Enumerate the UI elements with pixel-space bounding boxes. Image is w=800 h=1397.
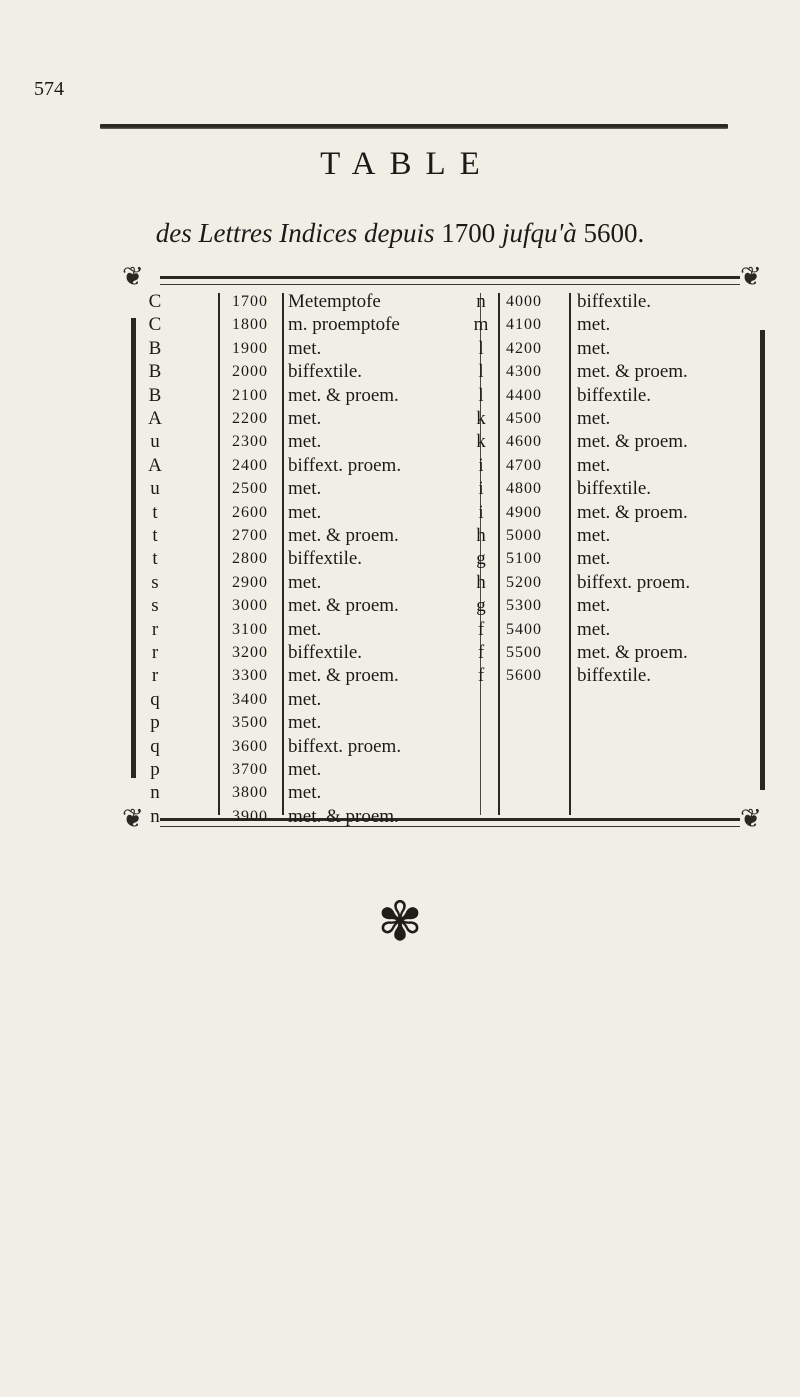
description-cell: met. (288, 501, 322, 523)
year-cell: 2700 (232, 527, 268, 544)
year-cell: 4200 (506, 339, 542, 357)
year-cell: 4100 (506, 316, 542, 334)
description-cell: met. & proem. (577, 501, 688, 523)
dominical-letter: A (148, 408, 162, 429)
year-cell: 4000 (506, 293, 542, 310)
description-cell: m. proemptofe (288, 314, 400, 336)
dominical-letter: A (148, 454, 162, 476)
description-cell: met. (288, 408, 322, 429)
dominical-letter: l (478, 384, 484, 406)
description-cell: met. (288, 618, 322, 640)
description-cell: met. (577, 408, 611, 429)
dominical-letter: h (476, 571, 486, 593)
dominical-letter: i (478, 454, 484, 476)
table-row (0, 711, 800, 735)
dominical-letter: C (148, 291, 162, 312)
dominical-letter: u (150, 478, 160, 500)
dominical-letter: h (476, 525, 486, 546)
table-row (0, 664, 800, 688)
dominical-letter: p (150, 712, 160, 734)
year-cell: 3400 (232, 690, 268, 708)
description-cell: met. & proem. (288, 665, 399, 687)
year-cell: 5600 (506, 667, 542, 685)
dominical-letter: i (478, 478, 484, 500)
table-row (0, 290, 800, 314)
description-cell: biffext. proem. (288, 454, 402, 476)
table-row (0, 477, 800, 501)
table-row (0, 384, 800, 408)
dominical-letter: r (151, 642, 159, 663)
description-cell: met. & proem. (288, 595, 399, 617)
year-cell: 4800 (506, 480, 542, 498)
year-cell: 5100 (506, 550, 542, 568)
table-row (0, 735, 800, 759)
table-row (0, 641, 800, 665)
year-cell: 3800 (232, 784, 268, 802)
description-cell: met. & proem. (577, 642, 688, 663)
frame-top-rule (160, 276, 740, 285)
year-cell: 5000 (506, 527, 542, 544)
description-cell: met. & proem. (288, 805, 399, 827)
year-cell: 5200 (506, 573, 542, 591)
dominical-letter: C (148, 314, 162, 336)
description-cell: met. & proem. (288, 384, 399, 406)
table-row (0, 430, 800, 454)
year-cell: 4500 (506, 410, 542, 427)
dominical-letter: t (152, 525, 158, 546)
description-cell: biffextile. (577, 291, 652, 312)
description-cell: met. (288, 337, 322, 359)
table-row (0, 594, 800, 618)
year-cell: 3900 (232, 807, 268, 825)
table-row (0, 547, 800, 571)
dominical-letter: t (152, 548, 158, 570)
description-cell: met. (577, 548, 611, 570)
year-cell: 4900 (506, 503, 542, 521)
year-cell: 2800 (232, 550, 268, 568)
year-cell: 4400 (506, 386, 542, 404)
dominical-letter: q (150, 688, 160, 710)
year-cell: 5300 (506, 597, 542, 615)
subtitle-year-end: 5600. (583, 218, 645, 248)
dominical-letter: s (151, 571, 159, 593)
description-cell: met. (288, 759, 322, 780)
table-row (0, 618, 800, 642)
description-cell: biffext. proem. (577, 571, 691, 593)
dominical-letter: q (150, 735, 160, 757)
description-cell: biffextile. (288, 642, 363, 663)
year-cell: 4600 (506, 433, 542, 451)
dominical-letter: s (151, 595, 159, 617)
year-cell: 2600 (232, 503, 268, 521)
table-row (0, 524, 800, 548)
subtitle-year-start: 1700 (441, 218, 496, 248)
table-row (0, 407, 800, 431)
dominical-letter: p (150, 759, 160, 780)
fleuron-ornament-icon: ✾ (377, 890, 423, 953)
table-row (0, 781, 800, 805)
year-cell: 4700 (506, 456, 542, 474)
dominical-letter: l (478, 337, 484, 359)
corner-ornament-icon: ❦ (122, 804, 144, 834)
table-row (0, 313, 800, 337)
dominical-letter: n (150, 782, 160, 804)
description-cell: met. (288, 478, 322, 500)
year-cell: 5400 (506, 620, 542, 638)
table-row (0, 805, 800, 829)
dominical-letter: l (478, 361, 484, 383)
description-cell: met. (288, 431, 322, 453)
page-title: TABLE (320, 146, 494, 182)
description-cell: met. & proem. (577, 361, 688, 383)
year-cell: 2500 (232, 480, 268, 498)
table-row (0, 501, 800, 525)
dominical-letter: r (151, 665, 159, 687)
dominical-letter: f (477, 618, 485, 640)
description-cell: met. (577, 525, 611, 546)
year-cell: 3300 (232, 667, 268, 685)
dominical-letter: k (476, 408, 486, 429)
page-number: 574 (34, 78, 64, 100)
table-row (0, 758, 800, 782)
description-cell: met. (577, 314, 611, 336)
dominical-letter: n (476, 291, 486, 312)
table-row (0, 360, 800, 384)
description-cell: met. (288, 712, 322, 734)
year-cell: 2300 (232, 433, 268, 451)
year-cell: 3000 (232, 597, 268, 615)
year-cell: 3700 (232, 761, 268, 778)
dominical-letter: B (148, 384, 162, 406)
year-cell: 2200 (232, 410, 268, 427)
description-cell: biffextile. (577, 384, 652, 406)
description-cell: Metemptofe (288, 291, 381, 312)
header-rule (100, 124, 728, 129)
year-cell: 5500 (506, 644, 542, 661)
dominical-letter: n (150, 805, 160, 827)
description-cell: met. & proem. (577, 431, 688, 453)
subtitle-text-1: des Lettres Indices depuis (155, 218, 435, 248)
year-cell: 4300 (506, 363, 542, 381)
table-row (0, 571, 800, 595)
dominical-letter: g (476, 595, 486, 617)
year-cell: 3200 (232, 644, 268, 661)
year-cell: 2000 (232, 363, 268, 381)
dominical-letter: t (152, 501, 158, 523)
description-cell: biffextile. (288, 361, 363, 383)
dominical-letter: g (476, 548, 486, 570)
description-cell: met. (288, 688, 322, 710)
description-cell: met. & proem. (288, 525, 399, 546)
dominical-letter: B (148, 361, 162, 383)
dominical-letter: m (473, 314, 489, 336)
description-cell: biffext. proem. (288, 735, 402, 757)
dominical-letter: k (476, 431, 486, 453)
description-cell: met. (577, 595, 611, 617)
corner-ornament-icon: ❦ (740, 804, 762, 834)
table-row (0, 337, 800, 361)
dominical-letter: f (477, 642, 485, 663)
dominical-letter: u (150, 431, 160, 453)
description-cell: met. (577, 618, 611, 640)
description-cell: met. (288, 571, 322, 593)
dominical-letter: f (477, 665, 485, 687)
description-cell: met. (577, 337, 611, 359)
corner-ornament-icon: ❦ (740, 262, 762, 292)
year-cell: 3600 (232, 737, 268, 755)
year-cell: 1700 (232, 293, 268, 310)
table-row (0, 454, 800, 478)
table-row (0, 688, 800, 712)
year-cell: 1900 (232, 339, 268, 357)
year-cell: 2100 (232, 386, 268, 404)
year-cell: 3500 (232, 714, 268, 732)
dominical-letter: r (151, 618, 159, 640)
year-cell: 3100 (232, 620, 268, 638)
description-cell: biffextile. (577, 665, 652, 687)
subtitle-text-2: jufqu'à (501, 218, 577, 248)
corner-ornament-icon: ❦ (122, 262, 144, 292)
dominical-letter: B (148, 337, 162, 359)
description-cell: met. (288, 782, 322, 804)
page-subtitle (0, 218, 800, 249)
year-cell: 1800 (232, 316, 268, 334)
description-cell: biffextile. (288, 548, 363, 570)
year-cell: 2900 (232, 573, 268, 591)
description-cell: biffextile. (577, 478, 652, 500)
dominical-letter: i (478, 501, 484, 523)
description-cell: met. (577, 454, 611, 476)
year-cell: 2400 (232, 456, 268, 474)
